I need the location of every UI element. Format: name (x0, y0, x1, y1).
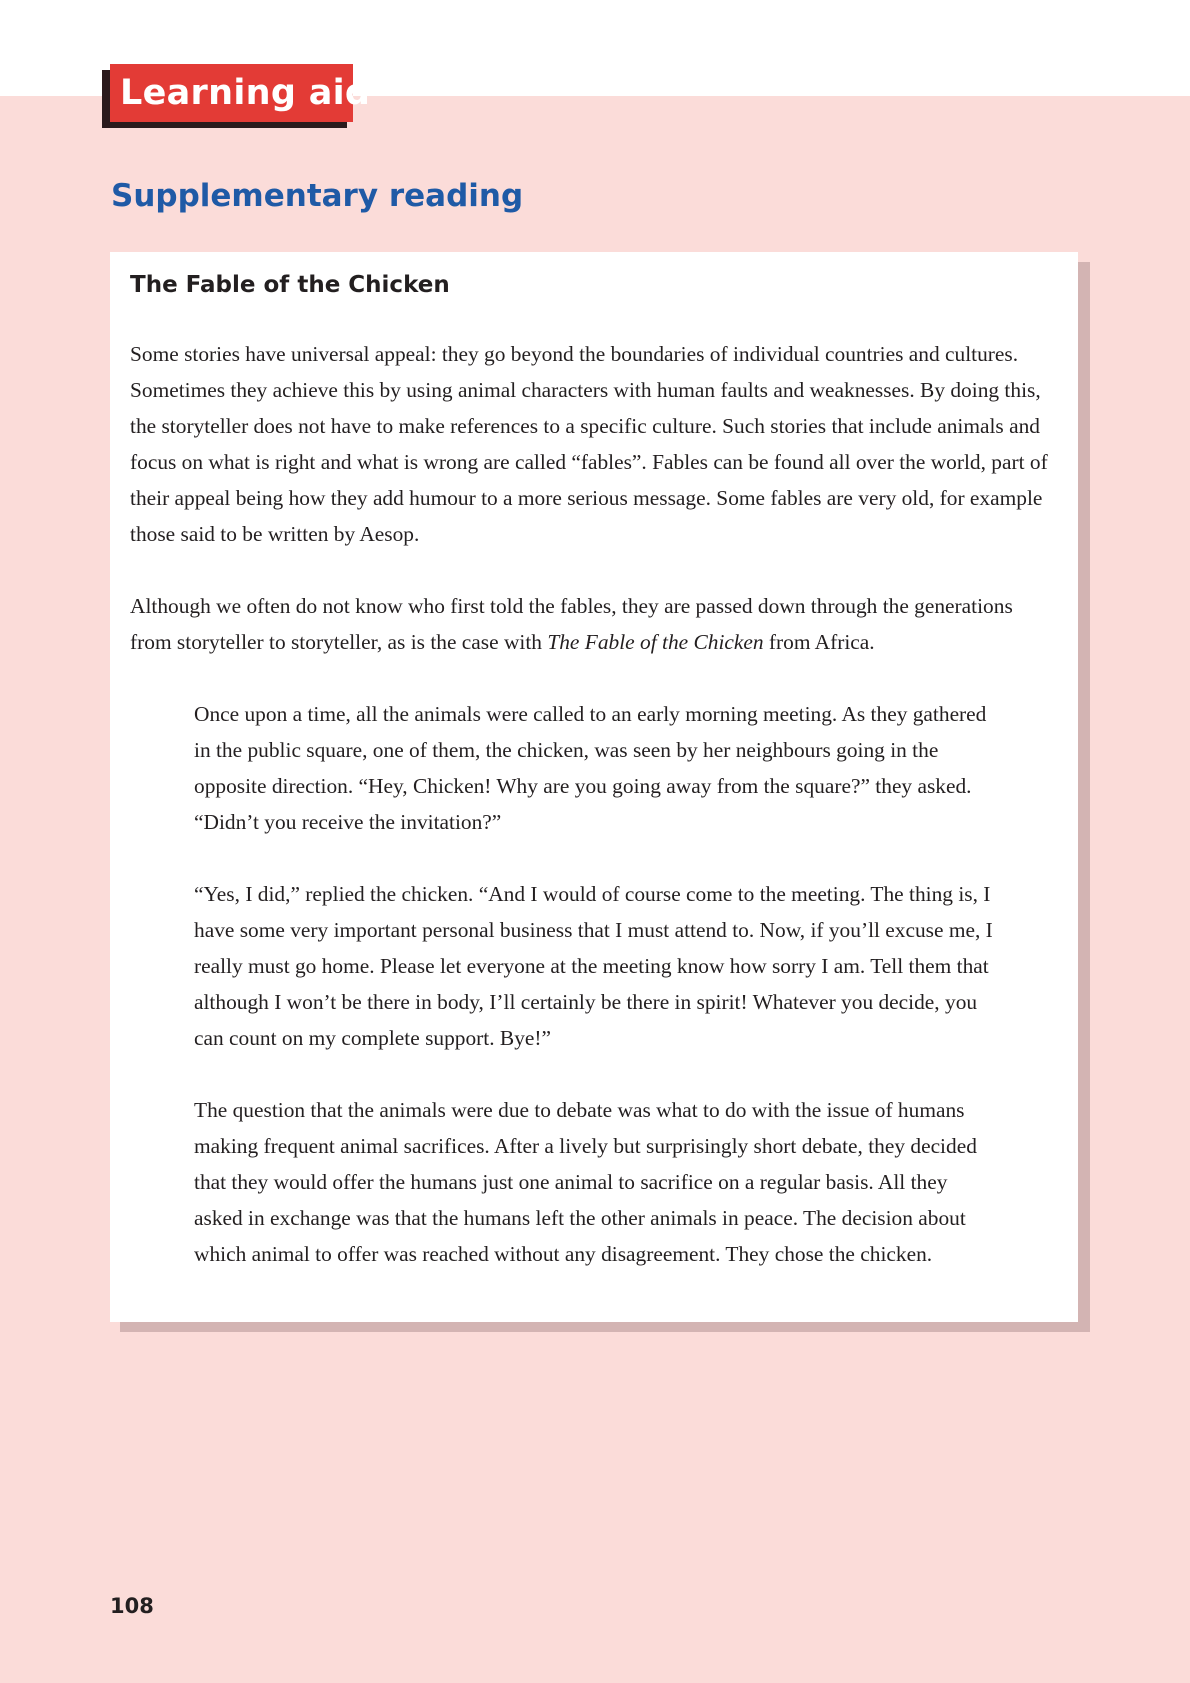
learning-aid-label: Learning aid (110, 64, 353, 122)
intro-text-before: Although we often do not know who first told the fables, they are passed down through the generations from storyteller to storyteller, as is the case with (130, 594, 1013, 654)
story-paragraph: The question that the animals were due to debate was what to do with the issue of humans making frequent animal sacrifices. After a lively but surprisingly short debate, they decided that they would offer the humans just one animal to sacrifice on a regular basis. All they asked in exchange was that the humans left the other animals in peace. The decision about which animal to offer was reached without any disagreement. They chose the chicken. (194, 1098, 977, 1266)
fable-story (130, 696, 1058, 1272)
reading-box (110, 252, 1078, 1322)
story-paragraph: “Yes, I did,” replied the chicken. “And I would of course come to the meeting. The thing is, I have some very important personal business that I must attend to. Now, if you’ll excuse me, I really must go home. Please let everyone at the meeting know how sorry I am. Tell them that although I won’t be there in body, I’ll certainly be there in spirit! Whatever you decide, you can count on my complete support. Bye!” (194, 882, 993, 1050)
learning-aid-tag (102, 64, 371, 128)
intro-paragraph-2 (130, 588, 1058, 660)
page-number: 108 (110, 1594, 154, 1618)
intro-text-after: from Africa. (763, 630, 875, 654)
intro-paragraph: Some stories have universal appeal: they go beyond the boundaries of individual countries and cultures. Sometimes they achieve this by using animal characters with human faults and weaknesses. By doing this, the storyteller does not have to make references to a specific culture. Such stories that include animals and focus on what is right and what is wrong are called “fables”. Fables can be found all over the world, part of their appeal being how they add humour to a more serious message. Some fables are very old, for example those said to be written by Aesop. (130, 342, 1048, 546)
fable-title-italic: The Fable of the Chicken (547, 630, 764, 654)
section-title: Supplementary reading (111, 178, 524, 214)
story-paragraph: Once upon a time, all the animals were called to an early morning meeting. As they gathered in the public square, one of them, the chicken, was seen by her neighbours going in the opposite direction. “Hey, Chicken! Why are you going away from the square?” they asked. “Didn’t you receive the invitation?” (194, 702, 987, 834)
reading-box-title: The Fable of the Chicken (130, 272, 450, 298)
